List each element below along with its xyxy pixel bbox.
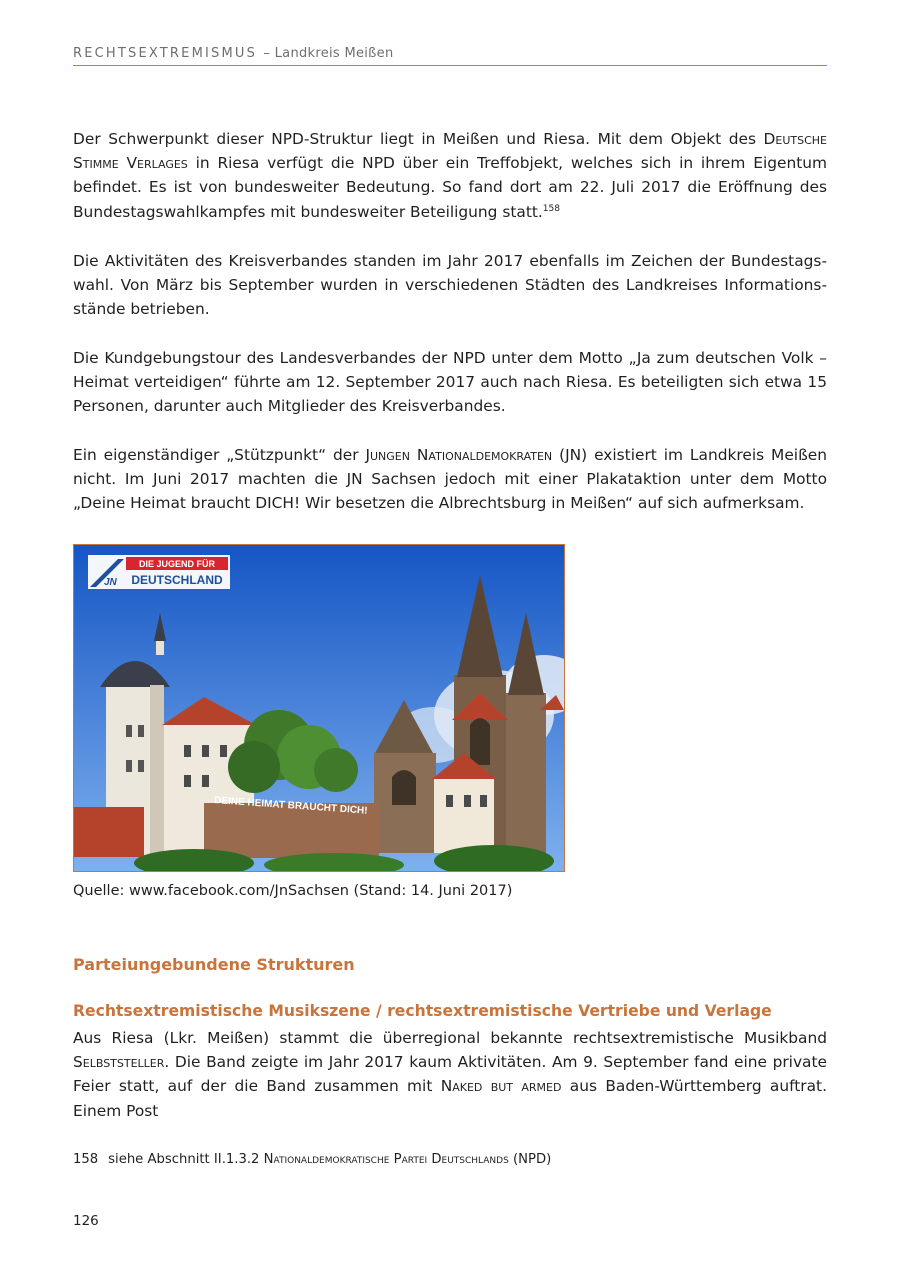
logo-line1: DIE JUGEND FÜR	[138, 559, 216, 569]
band-name-naked-but-armed: Naked but armed	[440, 1077, 562, 1096]
paragraph-rally-tour: Die Kundgebungstour des Landesverbandes der NPD unter dem Motto „Ja zum deutschen Volk – Heimat verteidigen“ führte am 12. September 2017 auch nach Riesa. Es beteiligten sich etwa 15 Personen, darunter auch Mitglieder des Kreisverbandes.	[73, 349, 827, 416]
p5-text-b: . Die Band zeigte im Jahr 2017 kaum Aktivitäten. Am 9. September fand eine private Feier statt, auf der die Band zusammen mit	[73, 1053, 827, 1096]
poster-banner: DEINE HEIMAT BRAUCHT DICH!	[213, 795, 368, 817]
header-subtitle: – Landkreis Meißen	[263, 46, 394, 61]
p5-text-a: Aus Riesa (Lkr. Meißen) stammt die überregional bekannte rechtsextremistische Musikband	[73, 1029, 827, 1047]
paragraph-kreisverband-activities: Die Aktivitäten des Kreisverbandes standen im Jahr 2017 ebenfalls im Zeichen der Bundestagswahl. Von März bis September wurden in verschiedenen Städten des Landkreises Informationsstände betrieben.	[73, 252, 827, 319]
footnote-158	[73, 1152, 551, 1167]
footnote-party-name: Nationaldemokratische Partei Deutschlands	[263, 1152, 509, 1167]
page-number: 126	[73, 1213, 99, 1229]
albrechtsburg-photo	[73, 544, 565, 872]
paragraph-npd-structure	[73, 127, 827, 224]
paragraph-jn-poster	[73, 443, 827, 516]
p1-text-b: in Riesa verfügt die NPD über ein Treffobjekt, welches sich in ihrem Eigentum befindet. Es ist von bundesweiter Bedeutung. So fand dort am 22. Juli 2017 die Eröffnung des Bundestagswahlkampfes mit bundesweiter Beteiligung statt.	[73, 154, 827, 221]
logo-line2: DEUTSCHLAND	[131, 573, 223, 587]
p1-publisher-name: Deutsche Stimme Verlages	[73, 130, 827, 173]
header-title: RECHTSEXTREMISMUS	[73, 46, 258, 61]
footnote-suffix: (NPD)	[508, 1152, 552, 1167]
p4-org-name: Jungen Nationaldemokraten	[365, 446, 553, 464]
p1-text-a: Der Schwerpunkt dieser NPD-Struktur liegt in Meißen und Riesa. Mit dem Objekt des	[73, 130, 764, 148]
running-header	[73, 46, 827, 66]
section-heading: Parteiungebundene Strukturen	[73, 955, 355, 974]
footnote-ref[interactable]: 158	[542, 203, 560, 214]
jn-logo	[88, 555, 230, 589]
p4-text-b: (JN) existiert im Landkreis Meißen nicht. Im Juni 2017 machten die JN Sachsen jedoch mit einer Plakataktion unter dem Motto „Deine Heimat braucht DICH! Wir besetzen die Albrechtsburg in Meißen“ auf sich aufmerksam.	[73, 446, 827, 513]
subsection-heading: Rechtsextremistische Musikszene / rechtsextremistische Vertriebe und Verlage	[73, 1002, 772, 1020]
band-name-selbststeller: Selbststeller	[73, 1053, 165, 1072]
paragraph-music-scene	[73, 1026, 827, 1123]
image-caption: Quelle: www.facebook.com/JnSachsen (Stand: 14. Juni 2017)	[73, 883, 513, 899]
p5-text-c: aus Baden-Württemberg auftrat. Einem Post	[73, 1077, 827, 1120]
footnote-number: 158	[73, 1152, 99, 1167]
logo-mark: JN	[104, 577, 117, 588]
p4-text-a: Ein eigenständiger „Stützpunkt“ der	[73, 446, 366, 464]
footnote-text: siehe Abschnitt II.1.3.2	[108, 1152, 264, 1167]
